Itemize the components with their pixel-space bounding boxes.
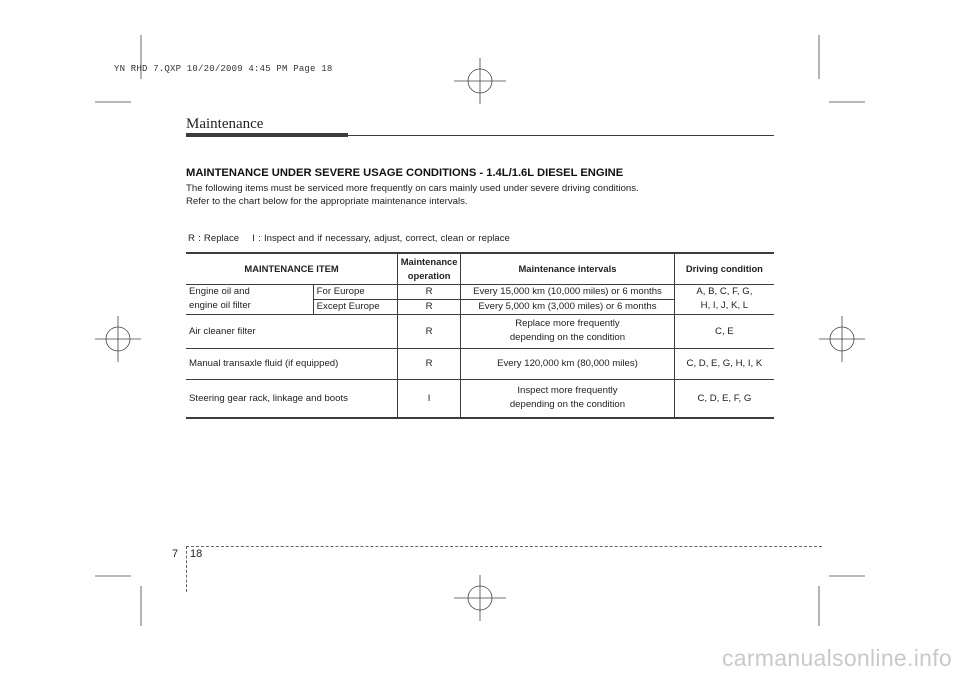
intro-line-2: Refer to the chart below for the appropriate maintenance intervals.: [186, 196, 468, 207]
air-cleaner-condition: C, E: [674, 314, 774, 348]
steering-interval: [461, 379, 675, 418]
table-row: [186, 314, 774, 348]
maintenance-table: [186, 252, 774, 419]
air-cleaner-item: Air cleaner filter: [189, 325, 256, 337]
watermark: carmanualsonline.info: [721, 645, 952, 671]
header-operation-line-2: operation: [407, 269, 451, 281]
engine-oil-item-line-1: Engine oil and: [189, 285, 250, 297]
engine-oil-region-except-europe: Except Europe: [313, 299, 397, 314]
engine-oil-except-europe-operation: R: [398, 299, 461, 314]
legend-inspect: I : Inspect and if necessary, adjust, correct, clean or replace: [252, 233, 510, 244]
steering-item: Steering gear rack, linkage and boots: [189, 392, 348, 404]
steering-interval-line-2: depending on the condition: [509, 399, 626, 410]
table-row: [186, 348, 774, 379]
header-driving-condition: Driving condition: [674, 253, 774, 284]
table-row: [186, 299, 774, 314]
steering-condition: C, D, E, F, G: [674, 379, 774, 418]
section-title: Maintenance: [186, 116, 264, 132]
footer-rule: [186, 546, 822, 547]
engine-oil-europe-operation: R: [398, 284, 461, 299]
legend-replace: R : Replace: [188, 233, 240, 244]
header-item: MAINTENANCE ITEM: [186, 253, 398, 284]
engine-oil-europe-interval: Every 15,000 km (10,000 miles) or 6 months: [461, 284, 675, 299]
table-header-row: [186, 253, 774, 284]
manual-transaxle-operation: R: [398, 348, 461, 379]
print-slug: YN RHD 7.QXP 10/20/2009 4:45 PM Page 18: [114, 64, 333, 74]
air-cleaner-interval-line-1: Replace more frequently: [515, 318, 620, 329]
engine-oil-region-europe: For Europe: [313, 284, 397, 299]
header-intervals: Maintenance intervals: [461, 253, 675, 284]
air-cleaner-interval: [461, 314, 675, 348]
section-rule-thick: [186, 133, 348, 137]
engine-oil-except-europe-interval: Every 5,000 km (3,000 miles) or 6 months: [461, 299, 675, 314]
section-rule-thin: [348, 135, 774, 136]
air-cleaner-operation: R: [398, 314, 461, 348]
manual-transaxle-condition: C, D, E, G, H, I, K: [674, 348, 774, 379]
header-operation: [398, 253, 461, 284]
steering-operation: I: [398, 379, 461, 418]
intro-line-1: The following items must be serviced more frequently on cars mainly used under severe driving conditions.: [186, 183, 639, 194]
page-heading: MAINTENANCE UNDER SEVERE USAGE CONDITIONS - 1.4L/1.6L DIESEL ENGINE: [186, 167, 624, 179]
footer-divider: [186, 546, 187, 592]
engine-oil-condition-line-2: H, I, J, K, L: [674, 299, 774, 314]
manual-transaxle-item: Manual transaxle fluid (if equipped): [189, 358, 339, 369]
steering-interval-line-1: Inspect more frequently: [517, 385, 618, 396]
legend: [188, 233, 510, 244]
intro-text: [186, 182, 639, 208]
chapter-number: 7: [172, 548, 179, 560]
air-cleaner-interval-line-2: depending on the condition: [509, 332, 626, 343]
table-row: [186, 284, 774, 299]
engine-oil-condition-line-1: A, B, C, F, G,: [674, 284, 774, 299]
engine-oil-item-line-2: engine oil filter: [189, 300, 251, 312]
table-row: [186, 379, 774, 418]
header-operation-line-1: Maintenance: [400, 255, 458, 267]
manual-transaxle-interval: Every 120,000 km (80,000 miles): [461, 348, 675, 379]
page-number: 18: [190, 548, 203, 560]
